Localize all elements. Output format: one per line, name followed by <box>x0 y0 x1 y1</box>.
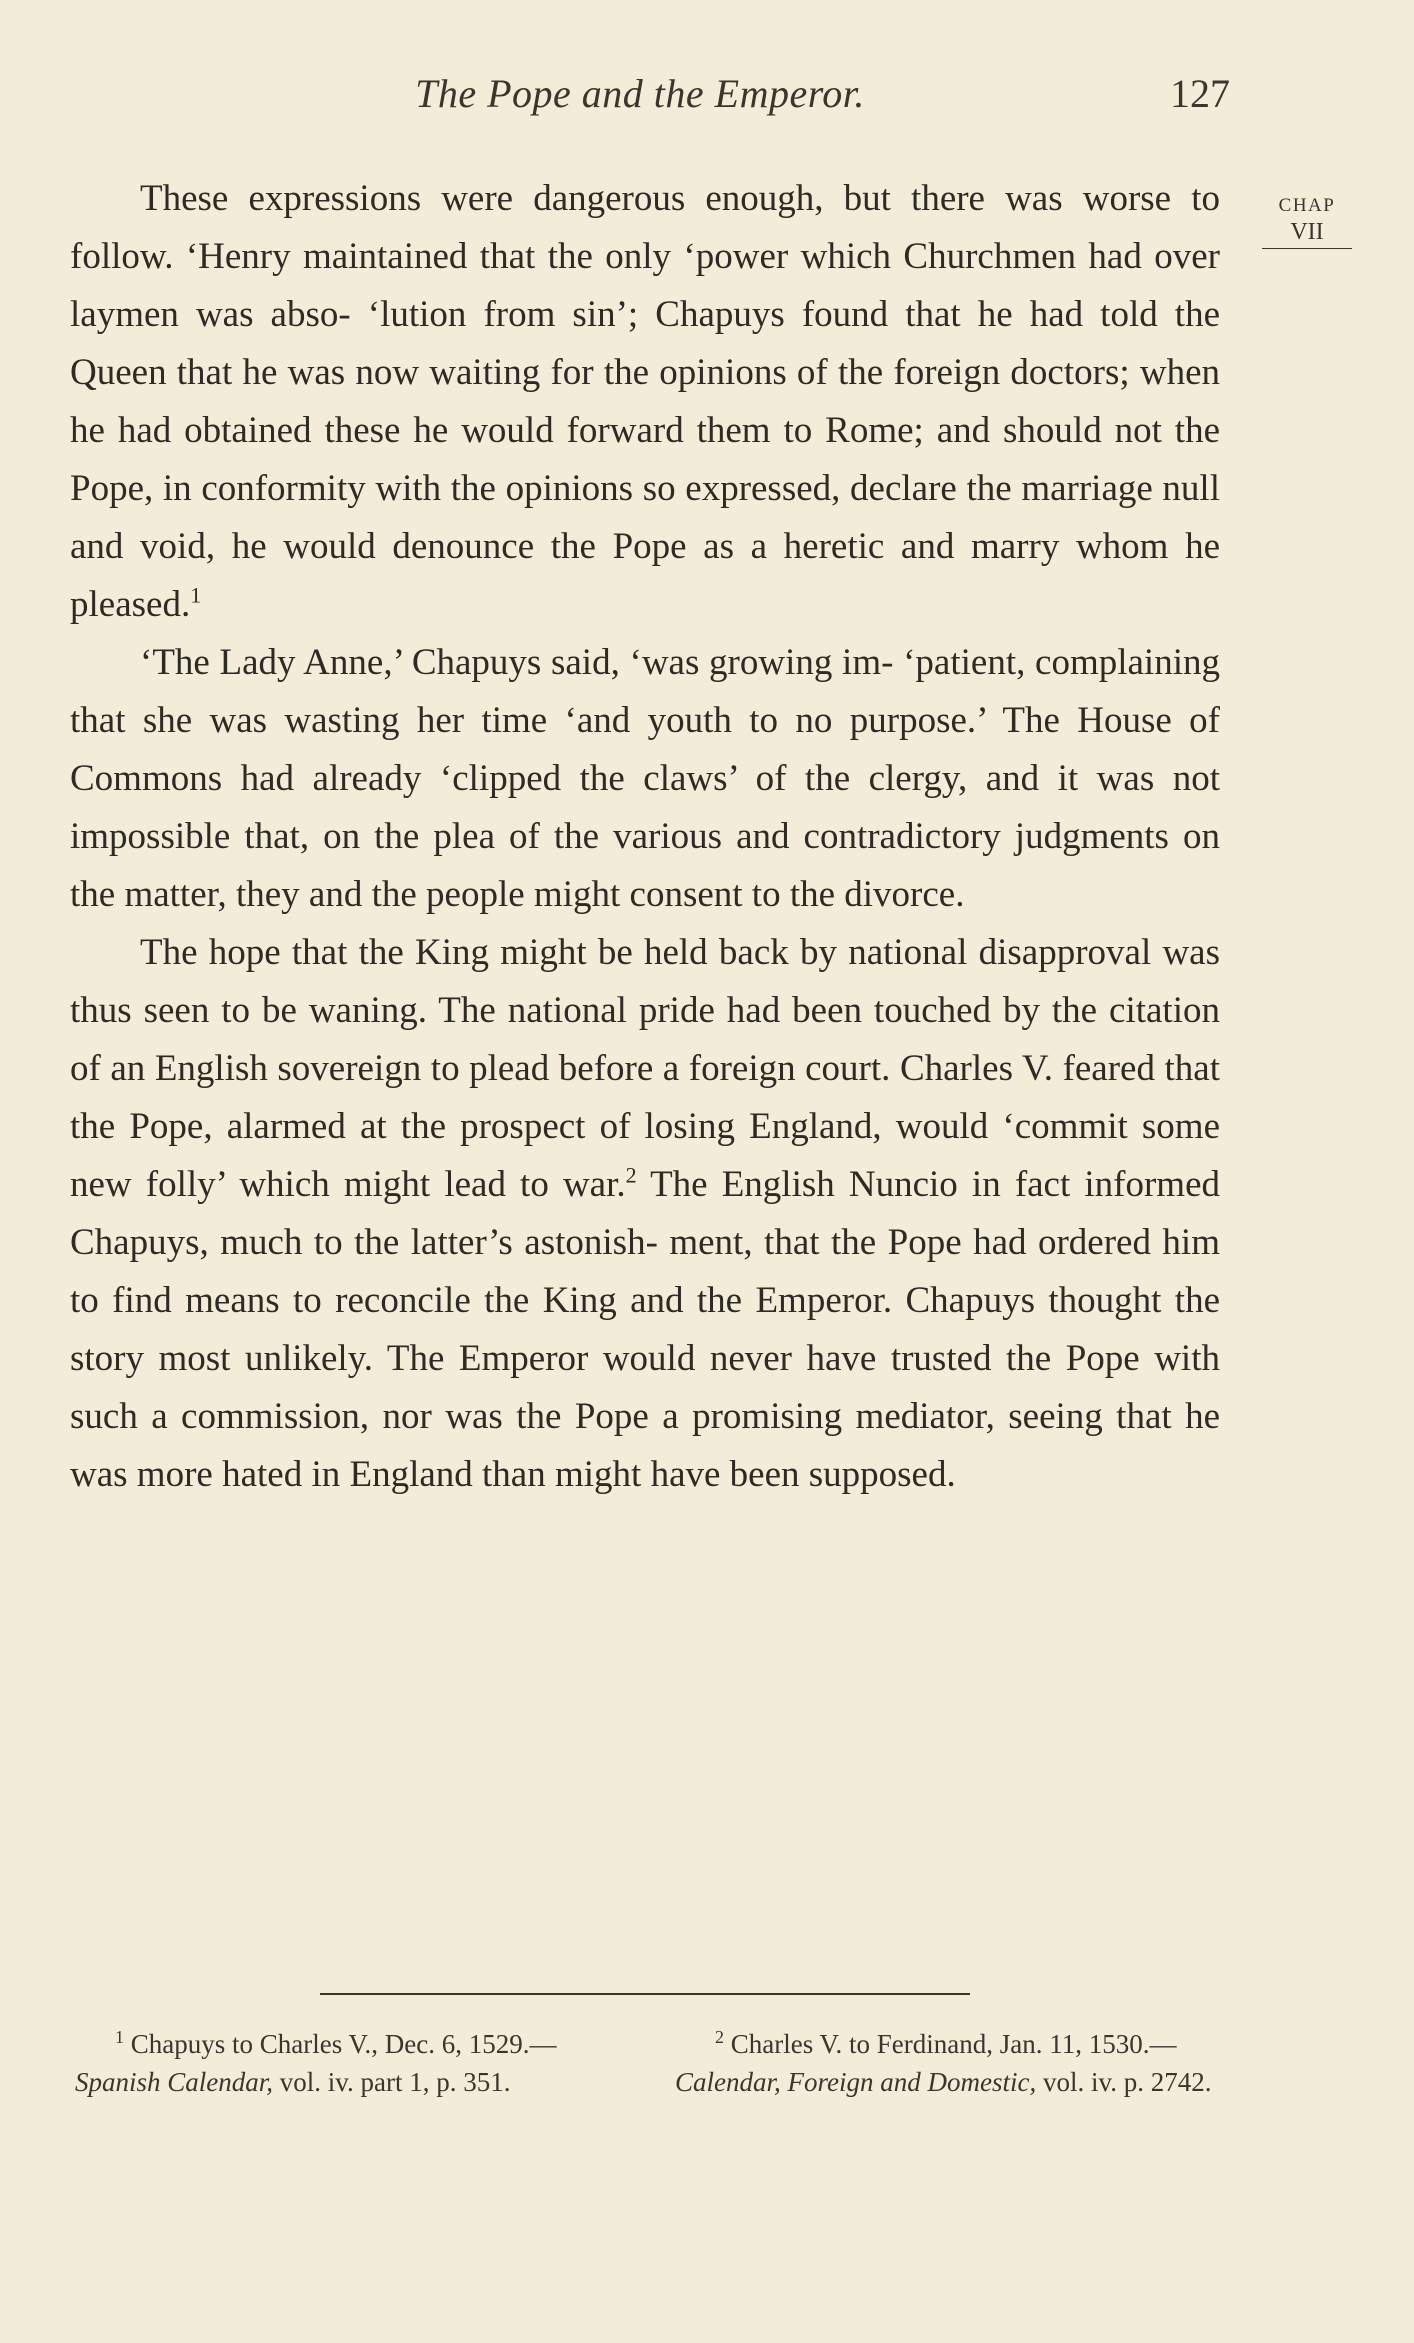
paragraph-text: ‘The Lady Anne,’ Chapuys said, ‘was growing im- ‘patient, complaining that she was wasting her time ‘and youth to no purpose.’ The House of Commons had already ‘clipped the claws’ of the clergy, and it was not impossible that, on the plea of the various and contradictory judgments on the matter, they and the people might consent to the divorce. <box>70 642 1220 915</box>
chapter-margin-note <box>1262 195 1352 249</box>
footnote-rule <box>320 1993 970 1995</box>
footnote <box>675 2025 1230 2101</box>
footnote-mark: 2 <box>715 2027 724 2047</box>
chapter-number: VII <box>1262 219 1352 249</box>
paragraph <box>70 634 1220 924</box>
paragraph-text: The hope that the King might be held back by national disapproval was thus seen to be waning. The national pride had been touched by the citation of an English sovereign to plead before a foreign court. Charles V. feared that the Pope, alarmed at the prospect of losing England, would ‘commit some new folly’ which might lead to war. <box>70 932 1220 1205</box>
running-title: The Pope and the Emperor. <box>415 71 865 116</box>
footnote-ref: 2 <box>625 1162 637 1188</box>
body-text <box>70 170 1220 1504</box>
footnote-mark: 1 <box>115 2027 124 2047</box>
paragraph-text: The English Nuncio in fact informed Chapuys, much to the latter’s astonish- ment, that the Pope had ordered him to find means to reconcile the King and the Emperor. Chapuys thought the story most unlikely. The Emperor would never have trusted the Pope with such a commission, nor was the Pope a promising mediator, seeing that he was more hated in England than might have been supposed. <box>70 1164 1220 1495</box>
footnote-text: Chapuys to Charles V., Dec. 6, 1529.— <box>130 2029 557 2059</box>
footnote-text: Charles V. to Ferdinand, Jan. 11, 1530.— <box>730 2029 1177 2059</box>
chap-label: CHAP <box>1278 195 1336 216</box>
page-number: 127 <box>1170 71 1230 116</box>
paragraph-text: These expressions were dangerous enough, but there was worse to follow. ‘Henry maintained that the only ‘power which Churchmen had over laymen was abso- ‘lution from sin’; Chapuys found that he had told the Queen that he was now waiting for the opinions of the foreign doctors; when he had obtained these he would forward them to Rome; and should not the Pope, in conformity with the opinions so expressed, declare the marriage null and void, he would denounce the Pope as a heretic and marry whom he pleased. <box>70 178 1220 625</box>
footnote <box>75 2025 630 2101</box>
paragraph <box>70 924 1220 1504</box>
running-head <box>70 70 1230 130</box>
paragraph <box>70 170 1220 634</box>
footnote-text-rest: vol. iv. part 1, p. 351. <box>273 2067 511 2097</box>
footnote-ref: 1 <box>190 582 202 608</box>
footnote-text-rest: vol. iv. p. 2742. <box>1036 2067 1212 2097</box>
footnote-source: Spanish Calendar, <box>75 2067 274 2097</box>
footnote-source: Calendar, Foreign and Domestic, <box>675 2067 1037 2097</box>
